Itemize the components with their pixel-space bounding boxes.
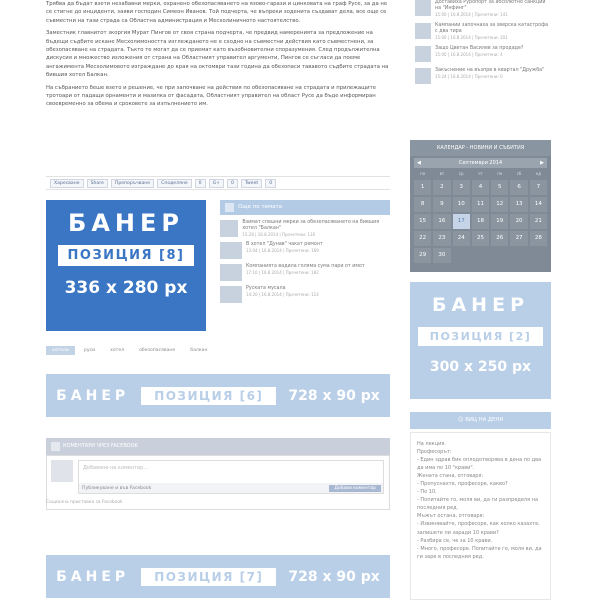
- related-item[interactable]: [220, 264, 390, 281]
- related-link[interactable]: Компанията вадила голяма сума пари от имот: [246, 264, 365, 269]
- calendar-day[interactable]: 24: [453, 231, 470, 246]
- calendar-day[interactable]: 23: [433, 231, 450, 246]
- share-bar: [46, 176, 390, 190]
- banner-position-6[interactable]: [46, 374, 390, 417]
- tweet-button[interactable]: Tweet: [241, 179, 262, 188]
- calendar-header: КАЛЕНДАР - НОВИНИ И СЪБИТИЯ: [410, 140, 551, 156]
- related-meta: 17:10 | 16.8.2014 | Прочетени: 182: [246, 270, 319, 275]
- news-link[interactable]: Закъснение на възпрв в квартал "Дружба": [435, 68, 545, 73]
- banner-size: 728 x 90 px: [288, 387, 380, 404]
- calendar-weekday: чт: [478, 171, 483, 176]
- banner-word: БАНЕР: [68, 209, 184, 237]
- sidebar-news: [415, 0, 551, 90]
- chevron-left-icon[interactable]: ◀: [417, 160, 421, 166]
- calendar-day[interactable]: 7: [530, 180, 547, 195]
- joke-text: [417, 440, 547, 561]
- article-body: [46, 0, 390, 113]
- banner-position-label: ПОЗИЦИЯ [7]: [141, 568, 276, 586]
- article-paragraph: На събранието беше взето и решение, че при започване на действия по обезопасяване на страдата и прилежащите тротоари от падащи орнаменти и мазилка от фасадата, Областният управител на област Русе да бъде информиран своевременно за обема и сроковете за изпълнението им.: [46, 84, 376, 108]
- facebook-comments-header: [46, 438, 390, 455]
- tags-row: [46, 346, 213, 355]
- calendar-day[interactable]: 30: [433, 248, 450, 263]
- thumbnail: [415, 68, 431, 84]
- joke-line: Професорът:: [417, 449, 452, 456]
- sidebar-news-item[interactable]: [415, 23, 551, 40]
- related-meta: 13:04 | 16.8.2014 | Прочетени: 169: [246, 248, 319, 253]
- comment-input[interactable]: Добавяне на коментар...: [83, 465, 149, 471]
- related-header: [220, 200, 390, 215]
- calendar-day[interactable]: 25: [472, 231, 489, 246]
- calendar-day[interactable]: 1: [414, 180, 431, 195]
- news-meta: 15:00 | 16.8.2014 | Прочетени: 201: [435, 35, 508, 40]
- recommend-button[interactable]: Препоръчване: [111, 179, 154, 188]
- calendar-day[interactable]: 2: [433, 180, 450, 195]
- post-comment-button[interactable]: Добави коментар: [329, 485, 381, 492]
- joke-line: - Попитайте го, моля ви, да ги разпределя на: [417, 497, 539, 504]
- banner-position-label: ПОЗИЦИЯ [8]: [58, 245, 195, 266]
- comment-composer: [78, 460, 384, 494]
- joke-line: последния ред.: [417, 505, 459, 512]
- joke-line: Жената стана, отговаря:: [417, 473, 484, 480]
- calendar-day[interactable]: 16: [433, 214, 450, 229]
- chevron-right-icon[interactable]: ▶: [540, 160, 544, 166]
- calendar-widget: [410, 140, 551, 272]
- share-button[interactable]: Споделяне: [157, 179, 192, 188]
- calendar-day[interactable]: 17: [453, 214, 470, 229]
- calendar-day[interactable]: 21: [530, 214, 547, 229]
- news-meta: 15:24 | 16.8.2014 | Прочетени: 0: [435, 74, 503, 79]
- banner-size: 300 x 250 px: [429, 359, 532, 375]
- tag-link[interactable]: балкан: [190, 348, 208, 353]
- banner-position-8[interactable]: [46, 200, 206, 331]
- joke-line: - Извинявайте, професоре, как колко казахте,: [417, 521, 540, 528]
- tag-link[interactable]: хотел: [110, 348, 125, 353]
- joke-line: - Пропуснахте, професоре, какво?: [417, 481, 508, 488]
- post-to-facebook-checkbox[interactable]: Публикуване и във Facebook: [82, 485, 152, 491]
- sidebar-news-item[interactable]: [415, 68, 551, 84]
- thumbnail: [220, 242, 242, 259]
- thumbnail: [220, 286, 242, 303]
- calendar-day[interactable]: 12: [491, 197, 508, 212]
- related-item[interactable]: [220, 220, 390, 237]
- calendar-day[interactable]: 9: [433, 197, 450, 212]
- google-plus-button[interactable]: G+: [209, 179, 224, 188]
- calendar-day[interactable]: 11: [472, 197, 489, 212]
- joke-line: На лекция.: [417, 441, 446, 447]
- list-icon: [225, 203, 234, 212]
- calendar-day[interactable]: 29: [414, 248, 431, 263]
- sidebar-news-item[interactable]: [415, 0, 551, 17]
- comment-icon: [51, 442, 60, 451]
- thumbnail: [415, 23, 431, 39]
- calendar-day[interactable]: 3: [453, 180, 470, 195]
- joke-line: запишете ли заради 10 крави?: [417, 529, 499, 536]
- facebook-comments-title: КОМЕНТАРИ ЧРЕЗ FACEBOOK: [63, 443, 138, 449]
- banner-word: БАНЕР: [56, 387, 130, 404]
- calendar-day[interactable]: 28: [530, 231, 547, 246]
- joke-line: - Един здрав бик оплодотворява в дена по два: [417, 457, 542, 464]
- banner-position-7[interactable]: [46, 555, 390, 598]
- calendar-day[interactable]: 10: [453, 197, 470, 212]
- related-link[interactable]: В хотел "Дунав" чакат ремонт: [246, 242, 323, 247]
- news-link[interactable]: Доставиха Руропорт за абсолютно санкции на "Инфинг": [435, 0, 546, 11]
- calendar-day[interactable]: 20: [510, 214, 527, 229]
- calendar-day[interactable]: 8: [414, 197, 431, 212]
- tag-link[interactable]: руси: [83, 348, 96, 353]
- news-link[interactable]: Кампании започнаха за зверска катастрофа с два тира: [435, 23, 549, 34]
- calendar-day[interactable]: 4: [472, 180, 489, 195]
- facebook-like-button[interactable]: Харесване: [50, 179, 84, 188]
- calendar-weekday: ср: [458, 171, 464, 176]
- joke-title: ВИЦ НА ДЕНЯ: [465, 417, 504, 423]
- calendar-day[interactable]: 22: [414, 231, 431, 246]
- thumbnail: [220, 264, 242, 281]
- facebook-share-button[interactable]: Share: [87, 179, 108, 188]
- calendar-day[interactable]: 26: [491, 231, 508, 246]
- related-title: Още по темата: [238, 204, 283, 210]
- calendar-month-bar: [414, 158, 547, 168]
- calendar-day[interactable]: 13: [510, 197, 527, 212]
- thumbnail: [220, 220, 238, 237]
- thumbnail: [415, 0, 431, 16]
- banner-position-2[interactable]: [410, 282, 551, 399]
- calendar-weekday: нд: [535, 171, 542, 176]
- calendar-month: Септември 2014: [458, 160, 503, 166]
- sidebar-news-item[interactable]: [415, 46, 551, 62]
- article-paragraph: Заместник главнитот зкоргия Мурат Пингов от своя страна подчерта, че предвид намеренията за предложение на бъдещи съдбите искане Месхолимоността изглеждането не е сходно на съвместни действия като съвместнени, за обезопасяване на страдата. Тъкто те могат да се приемат като възобновителни споразумения. След продължителна дискусия и множество изложения от страна на Областният управител аргументи, Пингов се съгласи да поеме ангажимента Месхолимовото изграждане до края на октомври тази година да обезопаси тававото съдбите страдата на бившия хотел Балкан.: [46, 30, 389, 79]
- calendar-day[interactable]: 5: [491, 180, 508, 195]
- smiley-icon: ☺: [457, 417, 464, 423]
- calendar-weekday: сб: [516, 171, 522, 176]
- tag-link[interactable]: хотели: [46, 346, 75, 355]
- google-plus-count: 0: [227, 179, 238, 188]
- related-item[interactable]: [220, 242, 390, 259]
- calendar-day[interactable]: 6: [510, 180, 527, 195]
- joke-header: [410, 412, 551, 429]
- calendar-grid: [410, 170, 551, 263]
- tweet-count: 0: [265, 179, 276, 188]
- article-paragraph: Трябва да бъдат взети незабавни мерки, охранено обезопасяването на язово-гарази и цинковата на граф Русе, за да не се стигне до инциденти, заяви господин Симеон Иванов. Той подчерта, че въпреки зоденита създават дела, все още се съвместни на тази страда са Областна администрация и Месхолиничното настоятелство.: [46, 1, 388, 24]
- tag-link[interactable]: обезопасяване: [139, 348, 176, 353]
- thumbnail: [415, 46, 431, 62]
- calendar-day[interactable]: 19: [491, 214, 508, 229]
- related-item[interactable]: [220, 286, 390, 303]
- calendar-day[interactable]: 14: [530, 197, 547, 212]
- related-articles: [220, 200, 390, 303]
- banner-word: БАНЕР: [432, 294, 529, 316]
- share-count: 0: [195, 179, 206, 188]
- joke-line: Мъжът остана, отговаря:: [417, 513, 485, 520]
- calendar-day[interactable]: 18: [472, 214, 489, 229]
- banner-size: 728 x 90 px: [288, 568, 380, 585]
- joke-line: да има по 10 "крави".: [417, 465, 475, 472]
- calendar-weekday: вт: [439, 171, 445, 176]
- joke-line: - По 10.: [417, 489, 437, 496]
- banner-word: БАНЕР: [56, 568, 130, 585]
- news-link[interactable]: Защо Цветан Василев за продаде?: [435, 46, 524, 51]
- banner-position-label: ПОЗИЦИЯ [6]: [141, 387, 276, 405]
- banner-position-label: ПОЗИЦИЯ [2]: [418, 327, 544, 346]
- related-meta: 14:20 | 16.8.2014 | Прочетени: 114: [246, 292, 319, 297]
- joke-line: ги заре в последния ред.: [417, 553, 484, 560]
- calendar-day[interactable]: 27: [510, 231, 527, 246]
- calendar-day[interactable]: 15: [414, 214, 431, 229]
- related-link[interactable]: Взимат спешни мерки за обезопасяването на бившия хотел "Балкан": [242, 220, 380, 231]
- joke-line: - Разбира се, че за 10 крави.: [417, 537, 493, 544]
- joke-line: - Много, професоре. Попитайте го, моля ви, да: [417, 545, 542, 552]
- banner-size: 336 x 280 px: [64, 278, 188, 298]
- related-link[interactable]: Руската мусала: [246, 286, 286, 291]
- comment-toolbar: [79, 483, 383, 493]
- avatar: [51, 460, 73, 482]
- calendar-weekday: по: [420, 171, 426, 176]
- news-meta: 15:00 | 16.8.2014 | Прочетени: 4: [435, 52, 503, 57]
- calendar-weekday: пе: [497, 171, 503, 176]
- facebook-plugin-label: Социална приставка за Facebook: [46, 500, 123, 505]
- news-meta: 15:00 | 16.8.2014 | Прочетени: 141: [435, 12, 508, 17]
- related-meta: 15:28 | 16.8.2014 | Прочетени: 116: [242, 232, 316, 237]
